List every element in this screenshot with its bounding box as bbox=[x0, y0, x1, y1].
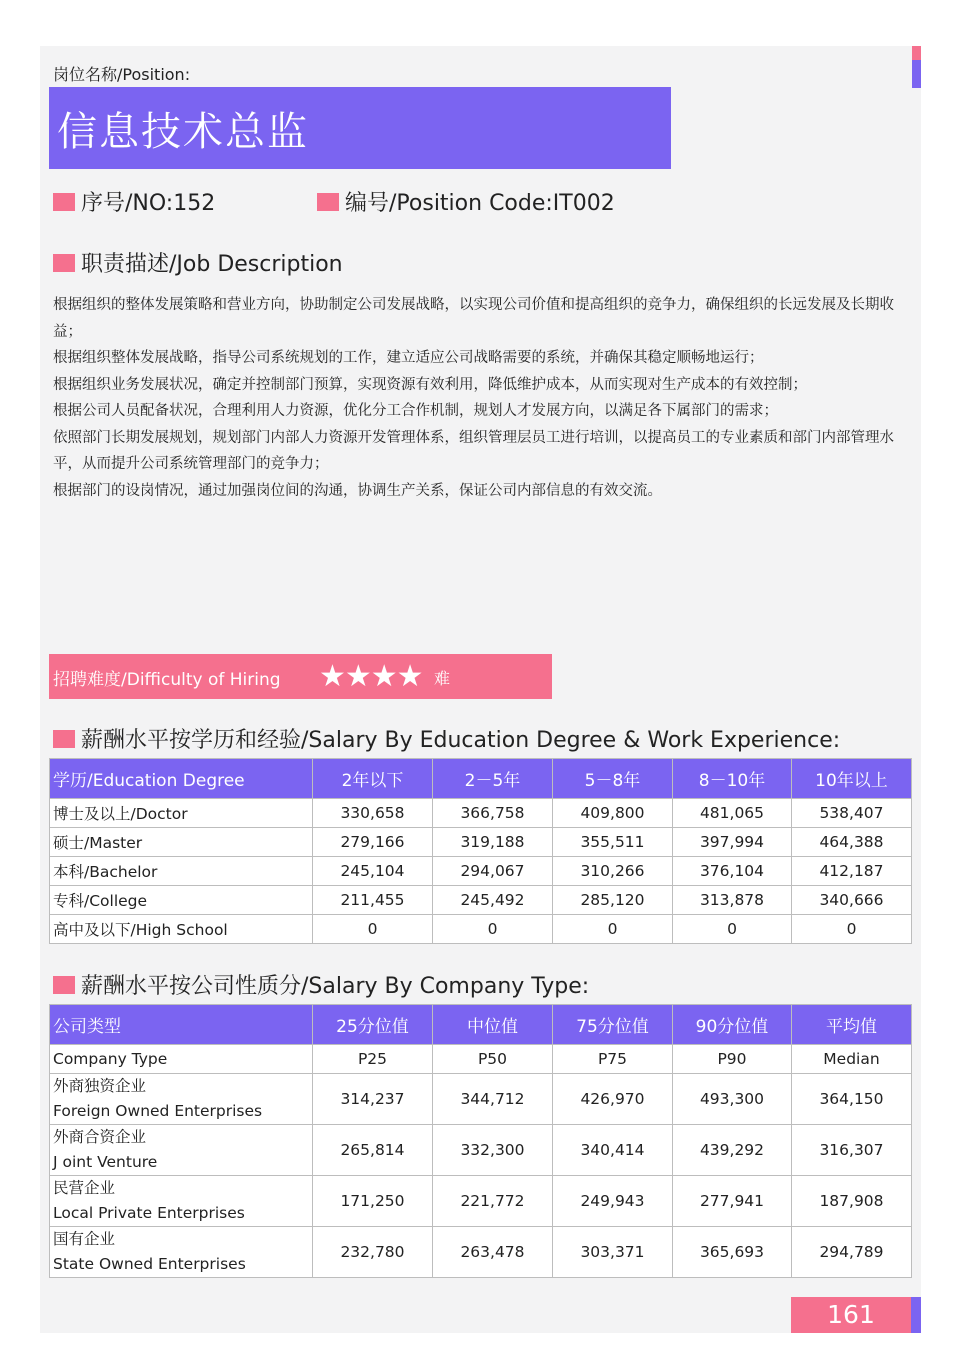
table-row bbox=[50, 1125, 912, 1176]
table-header-row bbox=[50, 1005, 912, 1045]
salary-education-table bbox=[49, 758, 912, 944]
page-number-tab bbox=[911, 1297, 921, 1333]
table-cell: 硕士/Master bbox=[50, 828, 313, 857]
column-header: 75分位值 bbox=[553, 1005, 673, 1045]
description-line: 根据公司人员配备状况，合理利用人力资源，优化分工合作机制，规划人才发展方向，以满足各下属部门的需求； bbox=[53, 403, 778, 419]
table-cell: 364,150 bbox=[792, 1074, 912, 1125]
table-cell: 294,789 bbox=[792, 1227, 912, 1278]
table-cell: 409,800 bbox=[553, 799, 673, 828]
table-cell: 538,407 bbox=[792, 799, 912, 828]
table-cell: Median bbox=[792, 1045, 912, 1074]
bullet-square-icon bbox=[53, 193, 75, 211]
position-title: 信息技术总监 bbox=[57, 109, 309, 155]
table-cell: 279,166 bbox=[313, 828, 433, 857]
table-cell bbox=[50, 1227, 313, 1278]
bullet-square-icon bbox=[53, 730, 75, 748]
serial-number bbox=[53, 186, 215, 217]
column-header: 中位值 bbox=[433, 1005, 553, 1045]
table-cell: 310,266 bbox=[553, 857, 673, 886]
table-cell: 366,758 bbox=[433, 799, 553, 828]
table-cell: 0 bbox=[553, 915, 673, 944]
company-type-cn: 民营企业 bbox=[53, 1179, 116, 1197]
column-header: 8－10年 bbox=[673, 759, 792, 799]
table-cell: 249,943 bbox=[553, 1176, 673, 1227]
table-cell: 高中及以下/High School bbox=[50, 915, 313, 944]
column-header: 2年以下 bbox=[313, 759, 433, 799]
table-cell: 340,414 bbox=[553, 1125, 673, 1176]
table-cell: 232,780 bbox=[313, 1227, 433, 1278]
table-row bbox=[50, 828, 912, 857]
table-cell: 365,693 bbox=[673, 1227, 792, 1278]
table-cell: 专科/College bbox=[50, 886, 313, 915]
table-cell: 314,237 bbox=[313, 1074, 433, 1125]
table-cell: 412,187 bbox=[792, 857, 912, 886]
bullet-square-icon bbox=[317, 193, 339, 211]
table-row bbox=[50, 1176, 912, 1227]
job-description-heading-text: 职责描述/Job Description bbox=[81, 252, 343, 277]
table-cell: 本科/Bachelor bbox=[50, 857, 313, 886]
table-cell: 博士及以上/Doctor bbox=[50, 799, 313, 828]
table-cell: 313,878 bbox=[673, 886, 792, 915]
hiring-difficulty-label: 招聘难度/Difficulty of Hiring bbox=[53, 670, 281, 690]
table-cell: 493,300 bbox=[673, 1074, 792, 1125]
page-number: 161 bbox=[791, 1297, 911, 1333]
table-cell: 303,371 bbox=[553, 1227, 673, 1278]
table-cell: 0 bbox=[433, 915, 553, 944]
position-code bbox=[317, 186, 615, 217]
table-cell: 332,300 bbox=[433, 1125, 553, 1176]
table-cell: 211,455 bbox=[313, 886, 433, 915]
table-row bbox=[50, 886, 912, 915]
description-line: 根据组织整体发展战略，指导公司系统规划的工作，建立适应公司战略需要的系统，并确保其稳定顺畅地运行； bbox=[53, 350, 764, 366]
table-row bbox=[50, 915, 912, 944]
table-row bbox=[50, 857, 912, 886]
table-cell: 439,292 bbox=[673, 1125, 792, 1176]
company-type-en: State Owned Enterprises bbox=[53, 1255, 246, 1273]
table-cell: P90 bbox=[673, 1045, 792, 1074]
table-cell: 285,120 bbox=[553, 886, 673, 915]
table-cell: 171,250 bbox=[313, 1176, 433, 1227]
title-banner bbox=[49, 87, 671, 169]
table-cell: 319,188 bbox=[433, 828, 553, 857]
table-header-row bbox=[50, 759, 912, 799]
hiring-difficulty-banner bbox=[49, 654, 552, 699]
table-cell: 344,712 bbox=[433, 1074, 553, 1125]
table-cell: 330,658 bbox=[313, 799, 433, 828]
table-cell: 340,666 bbox=[792, 886, 912, 915]
table-cell: 481,065 bbox=[673, 799, 792, 828]
table-cell: 263,478 bbox=[433, 1227, 553, 1278]
company-type-en: Foreign Owned Enterprises bbox=[53, 1102, 263, 1120]
company-type-cn: 外商独资企业 bbox=[53, 1077, 147, 1095]
table-cell bbox=[50, 1176, 313, 1227]
table-cell: 0 bbox=[673, 915, 792, 944]
table-cell: 316,307 bbox=[792, 1125, 912, 1176]
column-header: 25分位值 bbox=[313, 1005, 433, 1045]
table-cell bbox=[50, 1125, 313, 1176]
job-description-heading bbox=[53, 247, 343, 278]
position-code-text: 编号/Position Code:IT002 bbox=[345, 191, 615, 216]
table-cell: P50 bbox=[433, 1045, 553, 1074]
corner-accent bbox=[912, 46, 921, 88]
star-rating-icon: ★★★★ bbox=[319, 659, 423, 694]
table-cell: 277,941 bbox=[673, 1176, 792, 1227]
job-description-body bbox=[53, 292, 913, 504]
table-cell: Company Type bbox=[50, 1045, 313, 1074]
table-cell: 376,104 bbox=[673, 857, 792, 886]
column-header: 公司类型 bbox=[50, 1005, 313, 1045]
column-header: 90分位值 bbox=[673, 1005, 792, 1045]
table-cell bbox=[50, 1074, 313, 1125]
column-header: 2－5年 bbox=[433, 759, 553, 799]
table-cell: 397,994 bbox=[673, 828, 792, 857]
description-line: 依照部门长期发展规划，规划部门内部人力资源开发管理体系，组织管理层员工进行培训，以提高员工的专业素质和部门内部管理水平，从而提升公司系统管理部门的竞争力； bbox=[53, 429, 894, 472]
table-row bbox=[50, 1227, 912, 1278]
table-cell: 187,908 bbox=[792, 1176, 912, 1227]
salary-company-table bbox=[49, 1004, 912, 1278]
table-cell: 464,388 bbox=[792, 828, 912, 857]
table-cell: 221,772 bbox=[433, 1176, 553, 1227]
table-cell: 0 bbox=[313, 915, 433, 944]
company-type-en: J oint Venture bbox=[53, 1153, 158, 1171]
bullet-square-icon bbox=[53, 976, 75, 994]
column-header: 平均值 bbox=[792, 1005, 912, 1045]
table-cell: 355,511 bbox=[553, 828, 673, 857]
hiring-difficulty-word: 难 bbox=[434, 669, 451, 688]
company-type-en: Local Private Enterprises bbox=[53, 1204, 245, 1222]
salary-company-heading-text: 薪酬水平按公司性质分/Salary By Company Type: bbox=[81, 974, 590, 999]
position-label: 岗位名称/Position: bbox=[53, 65, 191, 84]
table-cell: 265,814 bbox=[313, 1125, 433, 1176]
table-cell: 245,104 bbox=[313, 857, 433, 886]
company-type-cn: 外商合资企业 bbox=[53, 1128, 147, 1146]
table-cell: 0 bbox=[792, 915, 912, 944]
column-header: 学历/Education Degree bbox=[50, 759, 313, 799]
table-cell: 426,970 bbox=[553, 1074, 673, 1125]
table-cell: 294,067 bbox=[433, 857, 553, 886]
column-header: 5－8年 bbox=[553, 759, 673, 799]
description-line: 根据部门的设岗情况，通过加强岗位间的沟通，协调生产关系，保证公司内部信息的有效交流。 bbox=[53, 482, 662, 499]
description-line: 根据组织业务发展状况，确定并控制部门预算，实现资源有效利用，降低维护成本，从而实现对生产成本的有效控制； bbox=[53, 376, 807, 393]
serial-number-text: 序号/NO:152 bbox=[81, 191, 216, 216]
table-cell: P75 bbox=[553, 1045, 673, 1074]
table-cell: 245,492 bbox=[433, 886, 553, 915]
salary-education-heading-text: 薪酬水平按学历和经验/Salary By Education Degree & Work Experience: bbox=[81, 728, 841, 753]
table-cell: P25 bbox=[313, 1045, 433, 1074]
company-type-cn: 国有企业 bbox=[53, 1230, 116, 1248]
salary-company-heading bbox=[53, 969, 589, 1000]
salary-education-heading bbox=[53, 723, 840, 754]
table-row bbox=[50, 799, 912, 828]
table-row bbox=[50, 1074, 912, 1125]
description-line: 根据组织的整体发展策略和营业方向，协助制定公司发展战略，以实现公司价值和提高组织的竞争力，确保组织的长远发展及长期收益； bbox=[53, 297, 894, 340]
column-header: 10年以上 bbox=[792, 759, 912, 799]
bullet-square-icon bbox=[53, 254, 75, 272]
table-code-row bbox=[50, 1045, 912, 1074]
